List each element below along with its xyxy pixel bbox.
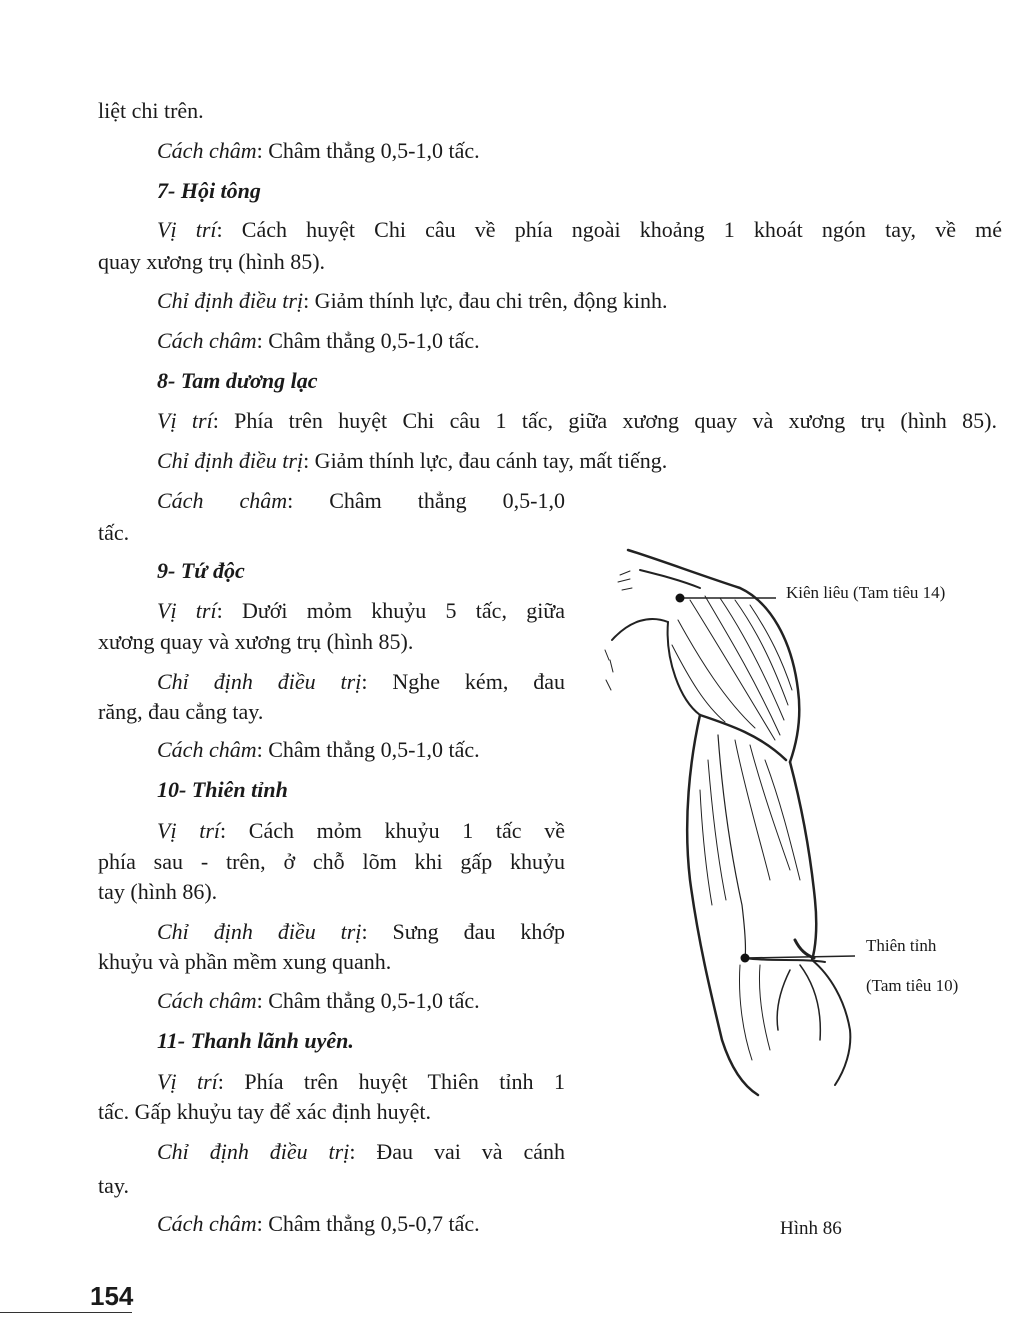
figure-label-tam-tieu-10: (Tam tiêu 10) [866, 976, 959, 995]
text-line: Chỉ định điều trị: Giảm thính lực, đau cánh tay, mất tiếng. [157, 448, 668, 473]
section-heading: 11- Thanh lãnh uyên. [157, 1028, 354, 1053]
text-line: liệt chi trên. [98, 98, 204, 123]
section-heading: 8- Tam dương lạc [157, 368, 318, 393]
text-line: tay. [98, 1173, 129, 1198]
section-heading: 7- Hội tông [157, 178, 261, 203]
text-line: tấc. Gấp khuỷu tay để xác định huyệt. [98, 1099, 431, 1124]
text-line: Vị trí: Dưới mỏm khuỷu 5 tấc, giữa [157, 598, 565, 623]
text-line: Vị trí: Phía trên huyệt Chi câu 1 tấc, giữa xương quay và xương trụ (hình 85). [157, 408, 997, 433]
text-line: xương quay và xương trụ (hình 85). [98, 629, 414, 654]
text-line: Chỉ định điều trị: Sưng đau khớp [157, 919, 566, 944]
text-line: Chỉ định điều trị: Đau vai và cánh [157, 1139, 566, 1164]
section-heading: 10- Thiên tỉnh [157, 777, 288, 802]
text-line: Vị trí: Cách mỏm khuỷu 1 tấc về [157, 818, 565, 843]
text-line: Cách châm: Châm thẳng 0,5-1,0 tấc. [157, 328, 480, 353]
figure-label-kien-lieu: Kiên liêu (Tam tiêu 14) [786, 583, 946, 602]
text-line: Cách châm: Châm thẳng 0,5-0,7 tấc. [157, 1211, 480, 1236]
text-line: Vị trí: Cách huyệt Chi câu về phía ngoài khoảng 1 khoát ngón tay, về mé [157, 217, 1002, 242]
section-heading: 9- Tứ độc [157, 558, 245, 583]
page-number: 154 [90, 1281, 134, 1311]
text-line: Cách châm: Châm thẳng 0,5-1,0 tấc. [157, 138, 480, 163]
text-line: quay xương trụ (hình 85). [98, 249, 326, 274]
text-line: phía sau - trên, ở chỗ lõm khi gấp khuỷu [98, 849, 565, 874]
text-line: khuỷu và phần mềm xung quanh. [98, 949, 392, 974]
text-line: tay (hình 86). [98, 879, 218, 904]
figure-label-thien-tinh: Thiên tỉnh [866, 936, 937, 955]
text-line: Chỉ định điều trị: Nghe kém, đau [157, 669, 565, 694]
text-line: răng, đau cẳng tay. [98, 699, 264, 724]
text-line: tấc. [98, 520, 130, 545]
text-line: Vị trí: Phía trên huyệt Thiên tỉnh 1 [157, 1069, 565, 1094]
footer-rule [0, 1312, 132, 1313]
text-line: Cách châm: Châm thẳng 0,5-1,0 tấc. [157, 737, 480, 762]
text-line: Cách châm: Châm thẳng 0,5-1,0 tấc. [157, 988, 480, 1013]
figure-caption: Hình 86 [780, 1218, 842, 1239]
text-line: Cách châm: Châm thẳng 0,5-1,0 [157, 488, 565, 513]
text-line: Chỉ định điều trị: Giảm thính lực, đau chi trên, động kinh. [157, 288, 668, 313]
